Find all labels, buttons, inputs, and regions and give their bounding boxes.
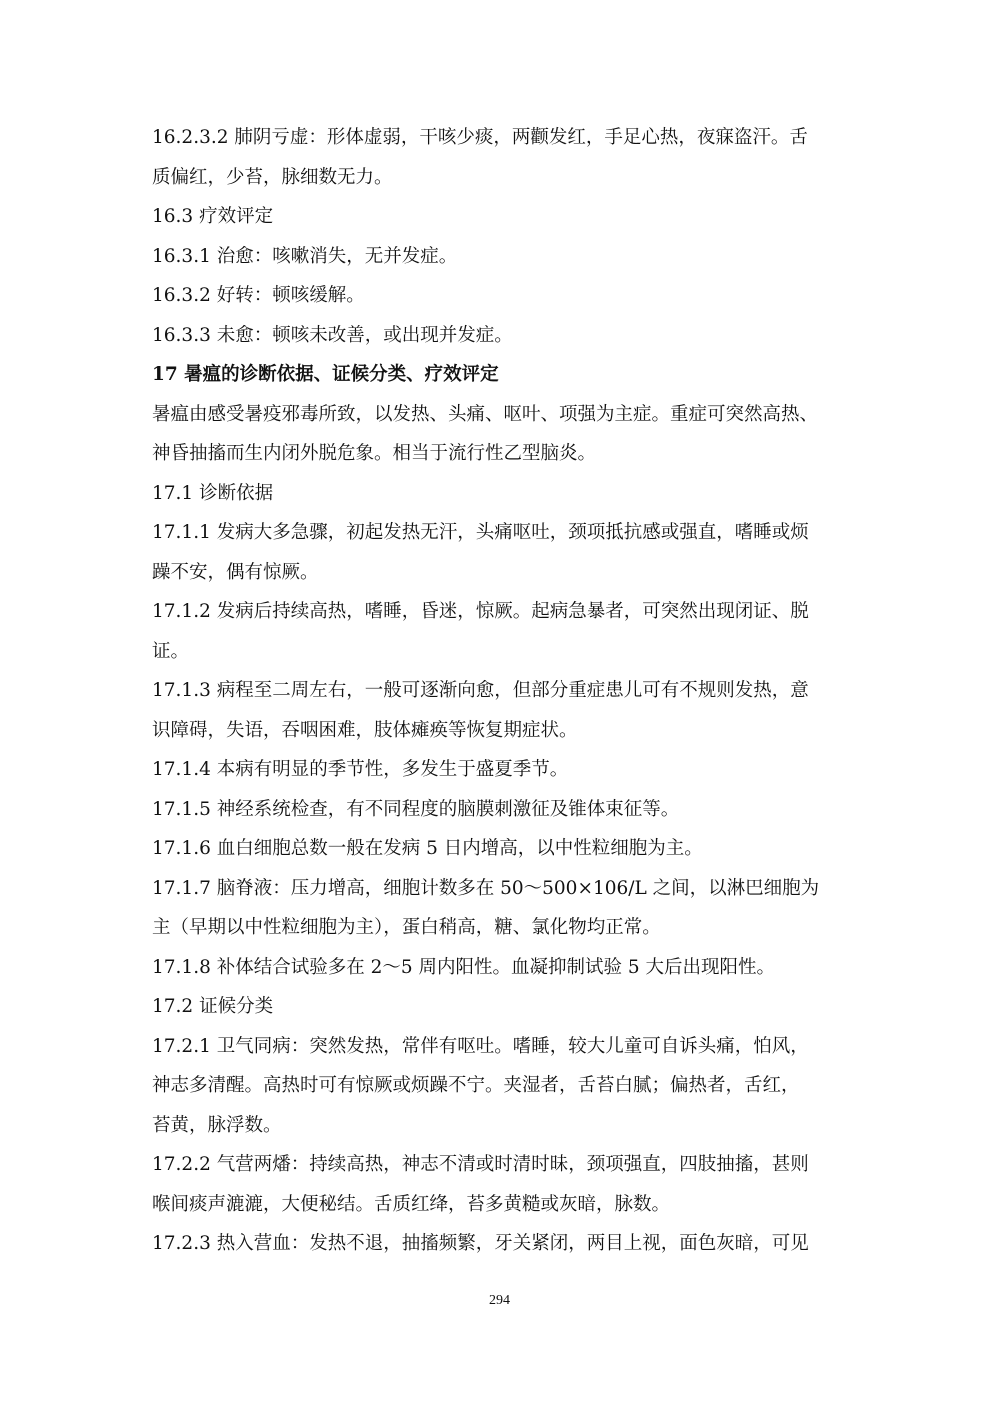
chapter-heading: 17 暑瘟的诊断依据、证候分类、疗效评定 [152, 364, 499, 385]
text-line: 17.1.8 补体结合试验多在 2～5 周内阳性。血凝抑制试验 5 大后出现阳性。 [152, 956, 776, 978]
text-line: 识障碍，失语，吞咽困难，肢体瘫痪等恢复期症状。 [152, 719, 578, 741]
text-line: 17.2.3 热入营血：发热不退，抽搐频繁，牙关紧闭，两目上视，面色灰暗，可见 [152, 1233, 809, 1254]
text-line: 16.3.3 未愈：顿咳未改善，或出现并发症。 [152, 324, 513, 346]
text-line: 16.3.1 治愈：咳嗽消失，无并发症。 [152, 245, 458, 267]
text-line: 17.1.3 病程至二周左右，一般可逐渐向愈，但部分重症患儿可有不规则发热，意 [152, 680, 809, 701]
section-heading: 17.2 证候分类 [152, 996, 274, 1017]
text-line: 17.1.7 脑脊液：压力增高，细胞计数多在 50～500×106/L 之间，以淋巴细胞为 [152, 877, 820, 899]
text-line: 神昏抽搐而生内闭外脱危象。相当于流行性乙型脑炎。 [152, 443, 597, 464]
text-line: 16.2.3.2 肺阴亏虚：形体虚弱，干咳少痰，两颧发红，手足心热，夜寐盗汗。舌 [152, 127, 808, 148]
text-line: 17.2.1 卫气同病：突然发热，常伴有呕吐。嗜睡，较大儿童可自诉头痛，怕风， [152, 1035, 809, 1057]
section-heading: 17.1 诊断依据 [152, 482, 274, 504]
text-line: 17.1.1 发病大多急骤，初起发热无汗，头痛呕吐，颈项抵抗感或强直，嗜睡或烦 [152, 522, 809, 543]
text-line: 暑瘟由感受暑疫邪毒所致，以发热、头痛、呕叶、项强为主症。重症可突然高热、 [152, 403, 819, 425]
text-line: 神志多清醒。高热时可有惊厥或烦躁不宁。夹湿者，舌苔白腻；偏热者，舌红， [152, 1075, 800, 1096]
page-body [152, 118, 852, 1264]
text-line: 17.1.6 血白细胞总数一般在发病 5 日内增高，以中性粒细胞为主。 [152, 838, 703, 859]
page-number: 294 [489, 1293, 510, 1308]
text-line: 苔黄，脉浮数。 [152, 1114, 282, 1136]
text-line: 证。 [152, 640, 190, 662]
text-line: 17.1.5 神经系统检查，有不同程度的脑膜刺激征及锥体束征等。 [152, 798, 680, 820]
text-line: 喉间痰声漉漉，大便秘结。舌质红绛，苔多黄糙或灰暗，脉数。 [152, 1193, 671, 1215]
text-line: 17.1.2 发病后持续高热，嗜睡，昏迷，惊厥。起病急暴者，可突然出现闭证、脱 [152, 601, 809, 622]
section-heading: 16.3 疗效评定 [152, 206, 274, 227]
text-line: 主（早期以中性粒细胞为主），蛋白稍高，糖、氯化物均正常。 [152, 917, 661, 938]
text-line: 质偏红，少苔，脉细数无力。 [152, 166, 393, 188]
text-line: 17.1.4 本病有明显的季节性，多发生于盛夏季节。 [152, 759, 569, 780]
text-line: 躁不安，偶有惊厥。 [152, 561, 319, 583]
text-line: 16.3.2 好转：顿咳缓解。 [152, 285, 365, 306]
text-line: 17.2.2 气营两燔：持续高热，神志不清或时清时昧，颈项强直，四肢抽搐，甚则 [152, 1154, 809, 1175]
